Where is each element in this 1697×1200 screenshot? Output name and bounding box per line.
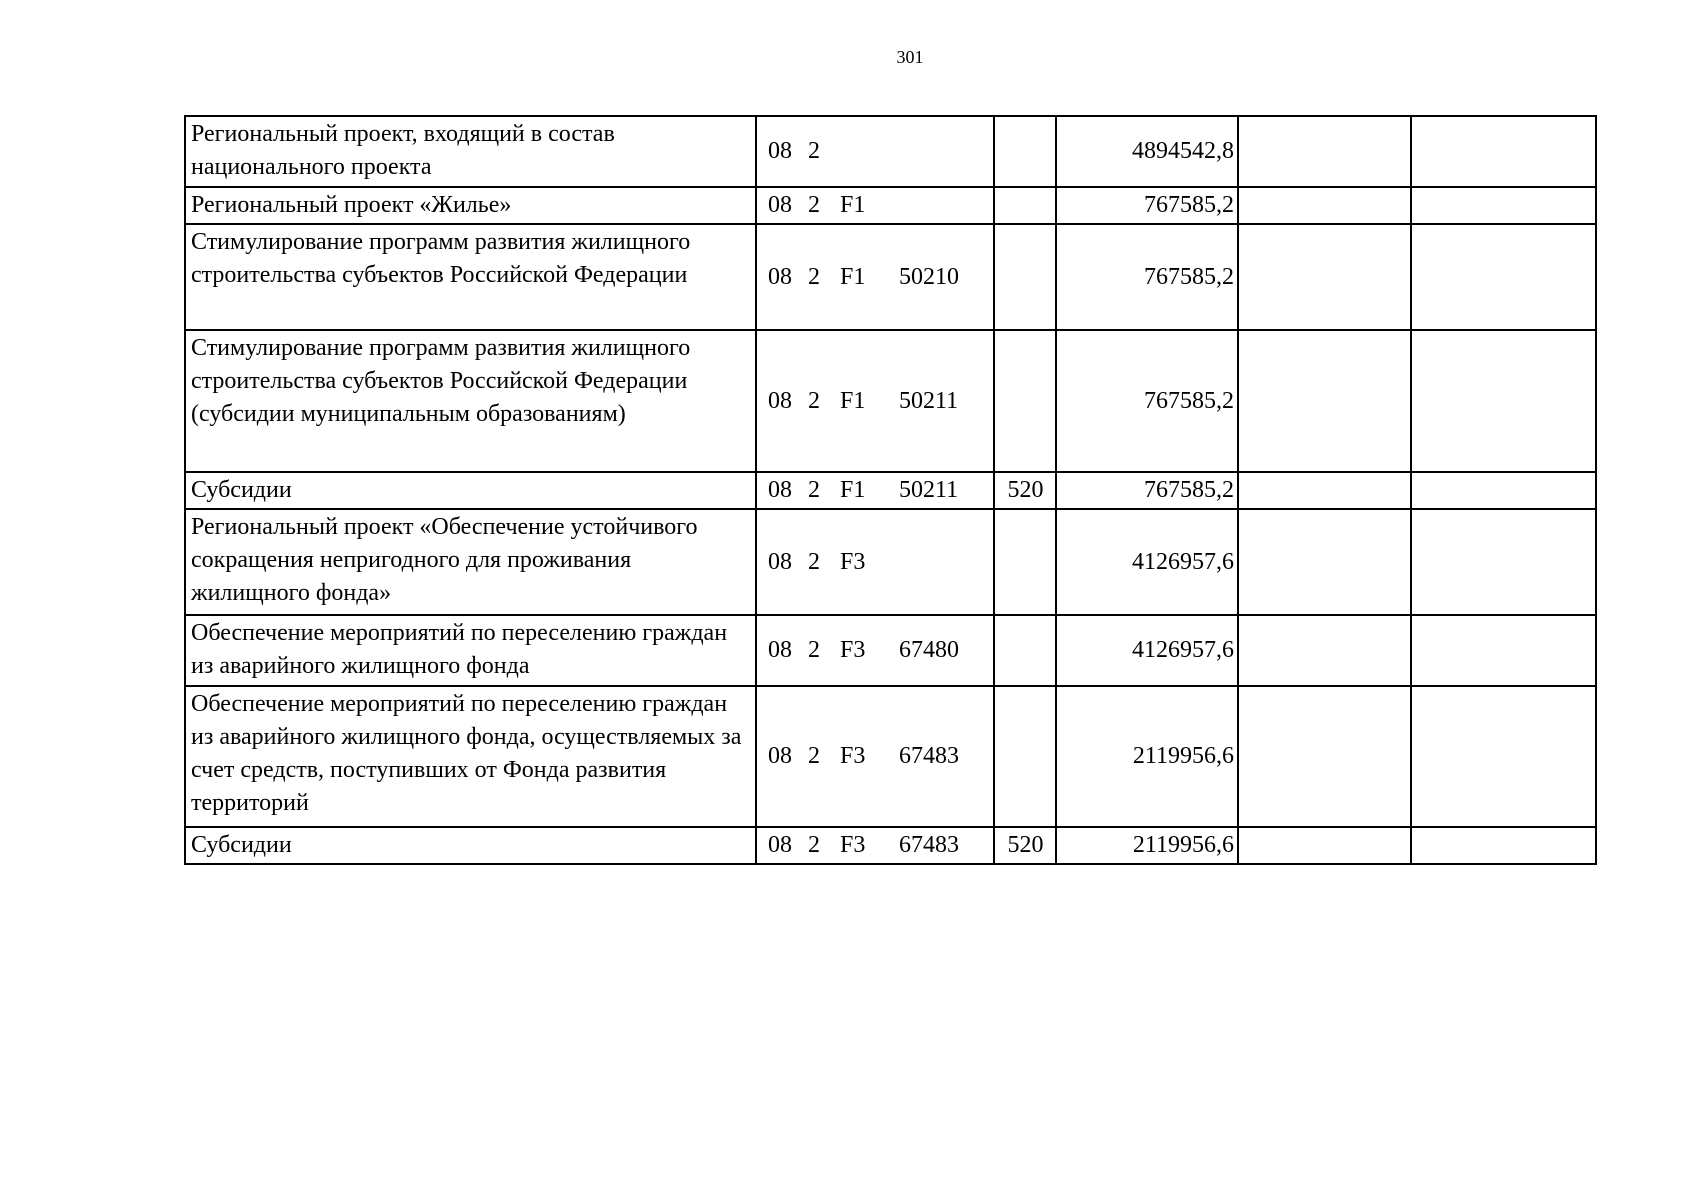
code-project: F3 [840,637,866,663]
code-subprogram: 2 [808,832,820,858]
table-row [185,472,1596,509]
table-row [185,827,1596,864]
row-amount: 767585,2 [1056,224,1238,330]
code-project: F1 [840,477,866,503]
code-direction: 50211 [899,387,959,414]
row-code [756,509,994,615]
row-code [756,187,994,224]
row-amount: 2119956,6 [1056,827,1238,864]
row-code [756,330,994,472]
code-project: F3 [840,832,866,858]
code-project: F3 [840,743,866,769]
table-row [185,187,1596,224]
row-expense-type: 520 [994,472,1056,509]
code-project: F1 [840,387,866,414]
code-program: 08 [768,387,792,414]
table-row [185,330,1596,472]
code-project: F1 [840,192,866,218]
row-col7 [1238,116,1411,187]
table-row [185,116,1596,187]
row-amount: 767585,2 [1056,187,1238,224]
code-direction: 50211 [899,477,959,503]
row-code [756,686,994,827]
code-direction: 50210 [899,263,959,290]
row-code [756,224,994,330]
table-row [185,615,1596,686]
code-program: 08 [768,548,792,575]
row-col8 [1411,827,1596,864]
row-amount: 767585,2 [1056,330,1238,472]
row-col8 [1411,187,1596,224]
row-amount: 2119956,6 [1056,686,1238,827]
row-expense-type [994,187,1056,224]
row-name: Региональный проект «Обеспечение устойчивого сокращения непригодного для проживания жилищного фонда» [185,509,756,615]
row-col7 [1238,330,1411,472]
row-expense-type [994,686,1056,827]
row-col8 [1411,509,1596,615]
budget-table [184,115,1597,865]
row-expense-type [994,509,1056,615]
row-name: Субсидии [185,472,756,509]
table-row [185,509,1596,615]
row-name: Стимулирование программ развития жилищного строительства субъектов Российской Федерации [185,224,756,330]
row-name: Субсидии [185,827,756,864]
row-expense-type [994,330,1056,472]
row-col8 [1411,116,1596,187]
row-name: Обеспечение мероприятий по переселению граждан из аварийного жилищного фонда [185,615,756,686]
row-code [756,827,994,864]
code-subprogram: 2 [808,548,820,575]
code-subprogram: 2 [808,637,820,663]
row-col8 [1411,686,1596,827]
code-program: 08 [768,637,792,663]
row-col7 [1238,509,1411,615]
row-expense-type: 520 [994,827,1056,864]
row-col7 [1238,615,1411,686]
row-col8 [1411,472,1596,509]
code-program: 08 [768,192,792,218]
code-subprogram: 2 [808,263,820,290]
row-code [756,116,994,187]
row-col7 [1238,224,1411,330]
page-number: 301 [896,47,924,67]
table-row [185,686,1596,827]
code-program: 08 [768,477,792,503]
row-name: Обеспечение мероприятий по переселению граждан из аварийного жилищного фонда, осуществляемых за счет средств, поступивших от Фонда развития территорий [185,686,756,827]
row-col7 [1238,827,1411,864]
row-amount: 4894542,8 [1056,116,1238,187]
code-direction: 67480 [899,637,959,663]
code-subprogram: 2 [808,477,820,503]
table-row [185,224,1596,330]
row-name: Региональный проект «Жилье» [185,187,756,224]
code-direction: 67483 [899,832,959,858]
code-program: 08 [768,832,792,858]
row-expense-type [994,224,1056,330]
row-amount: 4126957,6 [1056,509,1238,615]
row-col7 [1238,686,1411,827]
row-code [756,615,994,686]
row-name: Региональный проект, входящий в состав национального проекта [185,116,756,187]
code-project: F3 [840,548,866,575]
row-expense-type [994,615,1056,686]
row-col8 [1411,330,1596,472]
code-subprogram: 2 [808,138,820,164]
code-direction: 67483 [899,743,959,769]
row-code [756,472,994,509]
code-program: 08 [768,743,792,769]
code-subprogram: 2 [808,743,820,769]
row-expense-type [994,116,1056,187]
code-project: F1 [840,263,866,290]
row-col7 [1238,187,1411,224]
code-program: 08 [768,263,792,290]
code-subprogram: 2 [808,387,820,414]
row-amount: 767585,2 [1056,472,1238,509]
row-col8 [1411,224,1596,330]
code-subprogram: 2 [808,192,820,218]
row-col7 [1238,472,1411,509]
row-col8 [1411,615,1596,686]
code-program: 08 [768,138,792,164]
row-name: Стимулирование программ развития жилищного строительства субъектов Российской Федерации (субсидии муниципальным образованиям) [185,330,756,472]
row-amount: 4126957,6 [1056,615,1238,686]
